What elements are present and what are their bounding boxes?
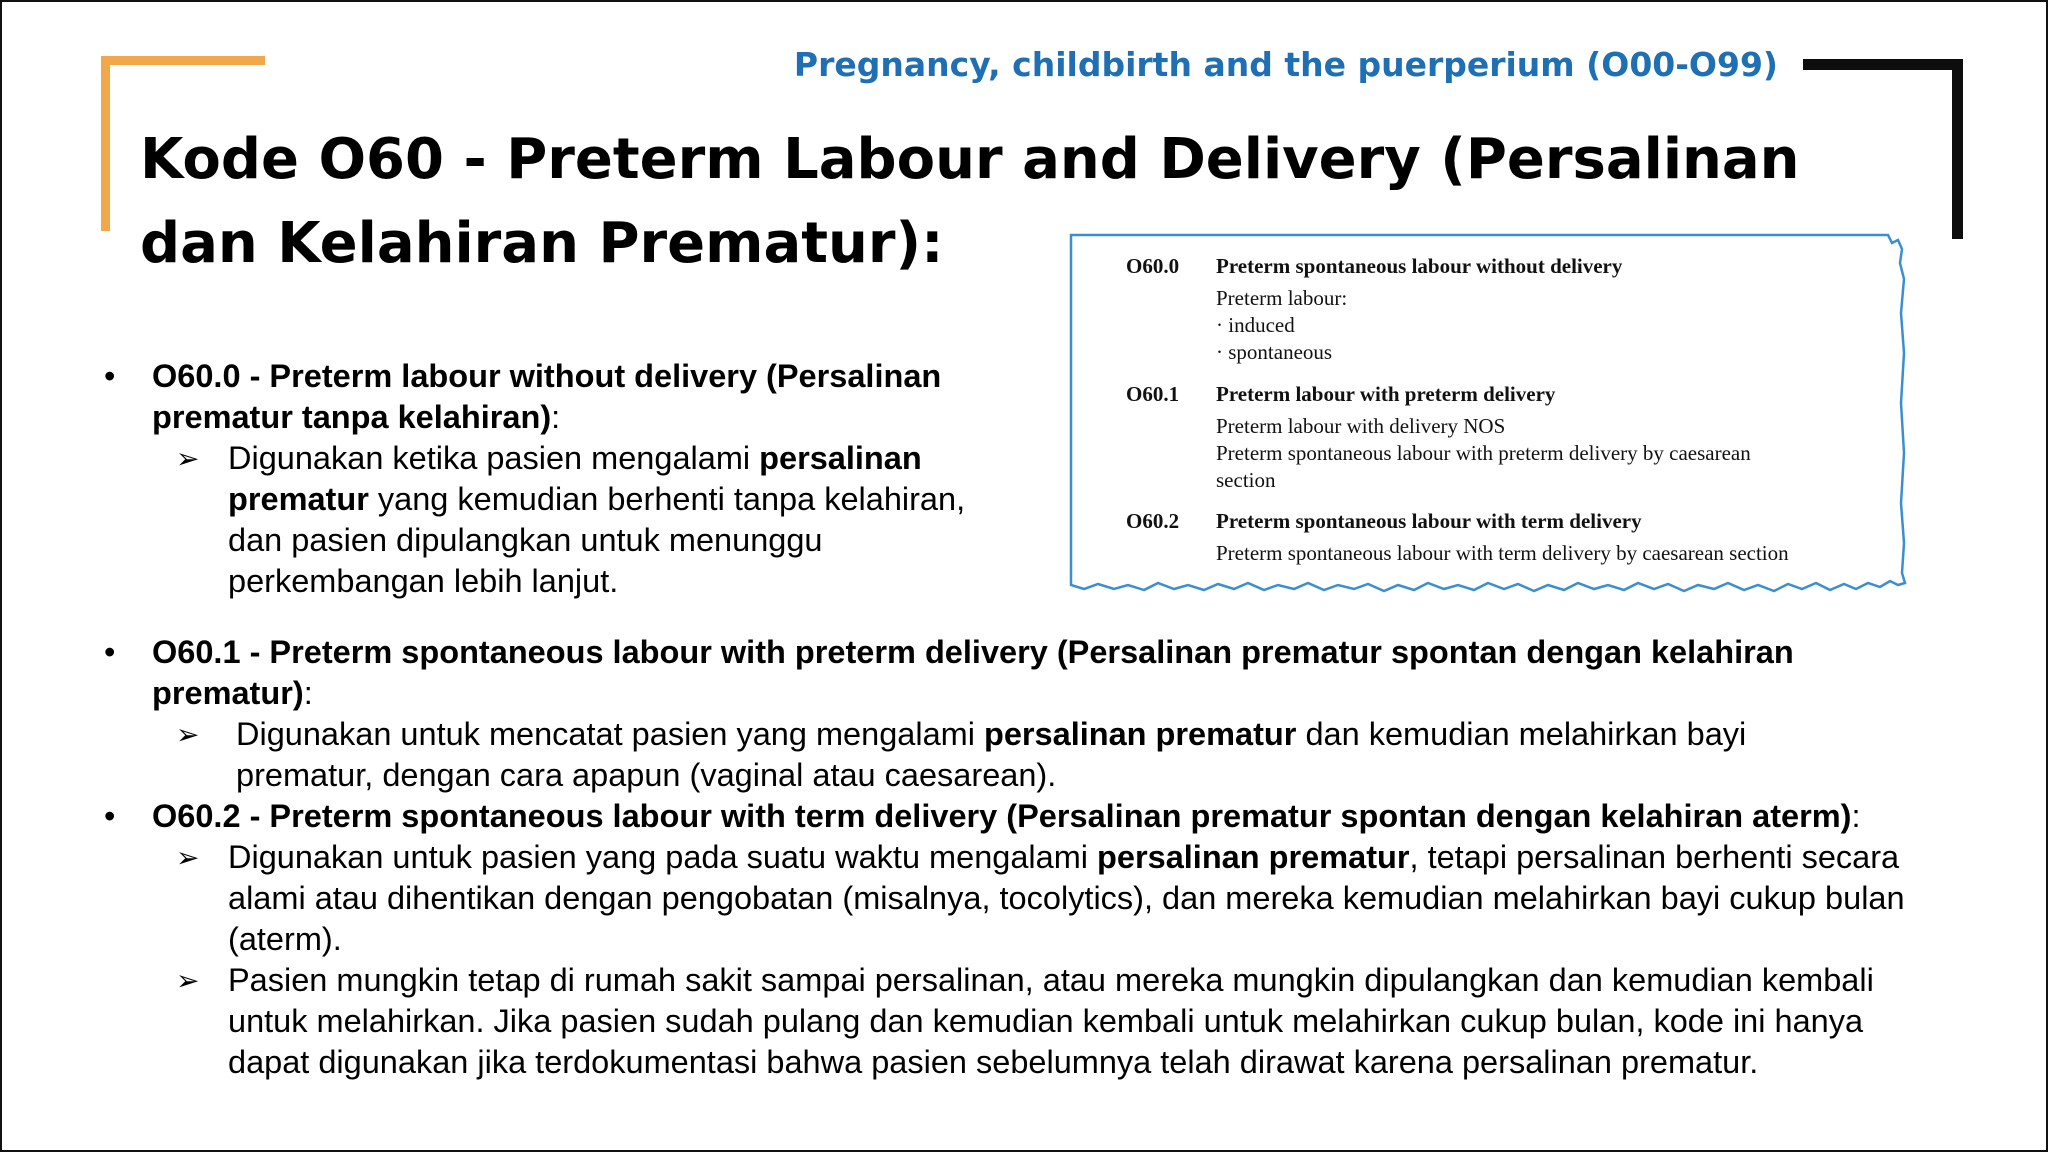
bullet-marker: • xyxy=(104,358,116,394)
sub-item-emphasis: persalinan prematur xyxy=(228,440,922,517)
list-item-title: O60.2 - Preterm spontaneous labour with term delivery (Persalinan prematur spontan dengan kelahiran aterm) xyxy=(152,798,1852,834)
arrow-bullet-icon: ➢ xyxy=(176,719,200,750)
list-item-title: O60.1 - Preterm spontaneous labour with preterm delivery (Persalinan prematur spontan dengan kelahiran prematur) xyxy=(152,634,1794,711)
sub-item-o60-1 xyxy=(176,714,1876,796)
excerpt-line: Preterm labour: xyxy=(1216,286,1348,310)
excerpt-heading: Preterm spontaneous labour with term delivery xyxy=(1216,509,1642,533)
bullet-marker: • xyxy=(104,634,116,670)
sub-item-o60-2a xyxy=(176,837,1948,960)
sub-item-o60-2b xyxy=(176,960,1948,1083)
black-corner-accent xyxy=(1803,59,1963,70)
sub-item-text: Digunakan untuk mencatat pasien yang mengalami xyxy=(236,716,984,752)
orange-corner-accent-vertical xyxy=(101,56,110,231)
list-item-colon: : xyxy=(551,399,561,435)
sub-item-emphasis: persalinan prematur xyxy=(983,716,1297,752)
excerpt-heading: Preterm labour with preterm delivery xyxy=(1216,382,1556,406)
bullet-marker: • xyxy=(104,798,116,834)
excerpt-code: O60.2 xyxy=(1126,509,1180,533)
excerpt-code: O60.1 xyxy=(1126,382,1180,406)
excerpt-code: O60.0 xyxy=(1126,254,1180,278)
list-item-o60-1 xyxy=(104,632,1932,714)
list-item-title: O60.0 - Preterm labour without delivery (Persalinan prematur tanpa kelahiran) xyxy=(152,358,942,435)
icd-excerpt-image xyxy=(1068,233,1910,615)
sub-item-text: dan kemudian melahirkan bayi prematur, dengan cara apapun (vaginal atau caesarean). xyxy=(236,716,1747,793)
sub-item-text: Pasien mungkin tetap di rumah sakit sampai persalinan, atau mereka mungkin dipulangkan dan kemudian kembali untuk melahirkan. Jika pasien sudah pulang dan kemudian kembali untuk melahirkan cukup bulan, kode ini hanya dapat digunakan jika terdokumentasi bahwa pasien sebelumnya telah dirawat karena persalinan prematur. xyxy=(228,962,1874,1080)
excerpt-line: · spontaneous xyxy=(1216,340,1333,364)
excerpt-line: Preterm labour with delivery NOS xyxy=(1216,414,1506,438)
sub-item-emphasis: persalinan prematur xyxy=(1097,839,1410,875)
sub-item-text: , tetapi persalinan berhenti secara alami atau dihentikan dengan pengobatan (misalnya, tocolytics), dan mereka kemudian melahirkan bayi cukup bulan (aterm). xyxy=(228,839,1905,957)
sub-item-o60-0 xyxy=(176,438,1028,602)
list-item-colon: : xyxy=(303,675,313,711)
arrow-bullet-icon: ➢ xyxy=(176,842,200,873)
sub-item-text: yang kemudian berhenti tanpa kelahiran, dan pasien dipulangkan untuk menunggu perkembangan lebih lanjut. xyxy=(228,481,966,599)
list-item-o60-0 xyxy=(104,356,1012,438)
page-title: Kode O60 - Preterm Labour and Delivery (Persalinan dan Kelahiran Prematur): xyxy=(140,127,1800,276)
sub-item-text: Digunakan ketika pasien mengalami xyxy=(228,440,760,476)
chapter-heading: Pregnancy, childbirth and the puerperium (O00-O99) xyxy=(793,45,1778,84)
excerpt-line: Preterm spontaneous labour with preterm delivery by caesarean xyxy=(1216,441,1751,465)
excerpt-heading: Preterm spontaneous labour without delivery xyxy=(1216,254,1623,278)
excerpt-line: Preterm spontaneous labour with term delivery by caesarean section xyxy=(1216,541,1789,565)
excerpt-line: section xyxy=(1216,468,1276,492)
black-corner-accent-vertical xyxy=(1952,59,1963,239)
arrow-bullet-icon: ➢ xyxy=(176,443,200,474)
sub-item-text: Digunakan untuk pasien yang pada suatu waktu mengalami xyxy=(228,839,1098,875)
list-item-colon: : xyxy=(1851,798,1861,834)
arrow-bullet-icon: ➢ xyxy=(176,965,200,996)
list-item-o60-2 xyxy=(104,796,1982,837)
orange-corner-accent xyxy=(101,56,265,65)
excerpt-line: · induced xyxy=(1216,313,1295,337)
